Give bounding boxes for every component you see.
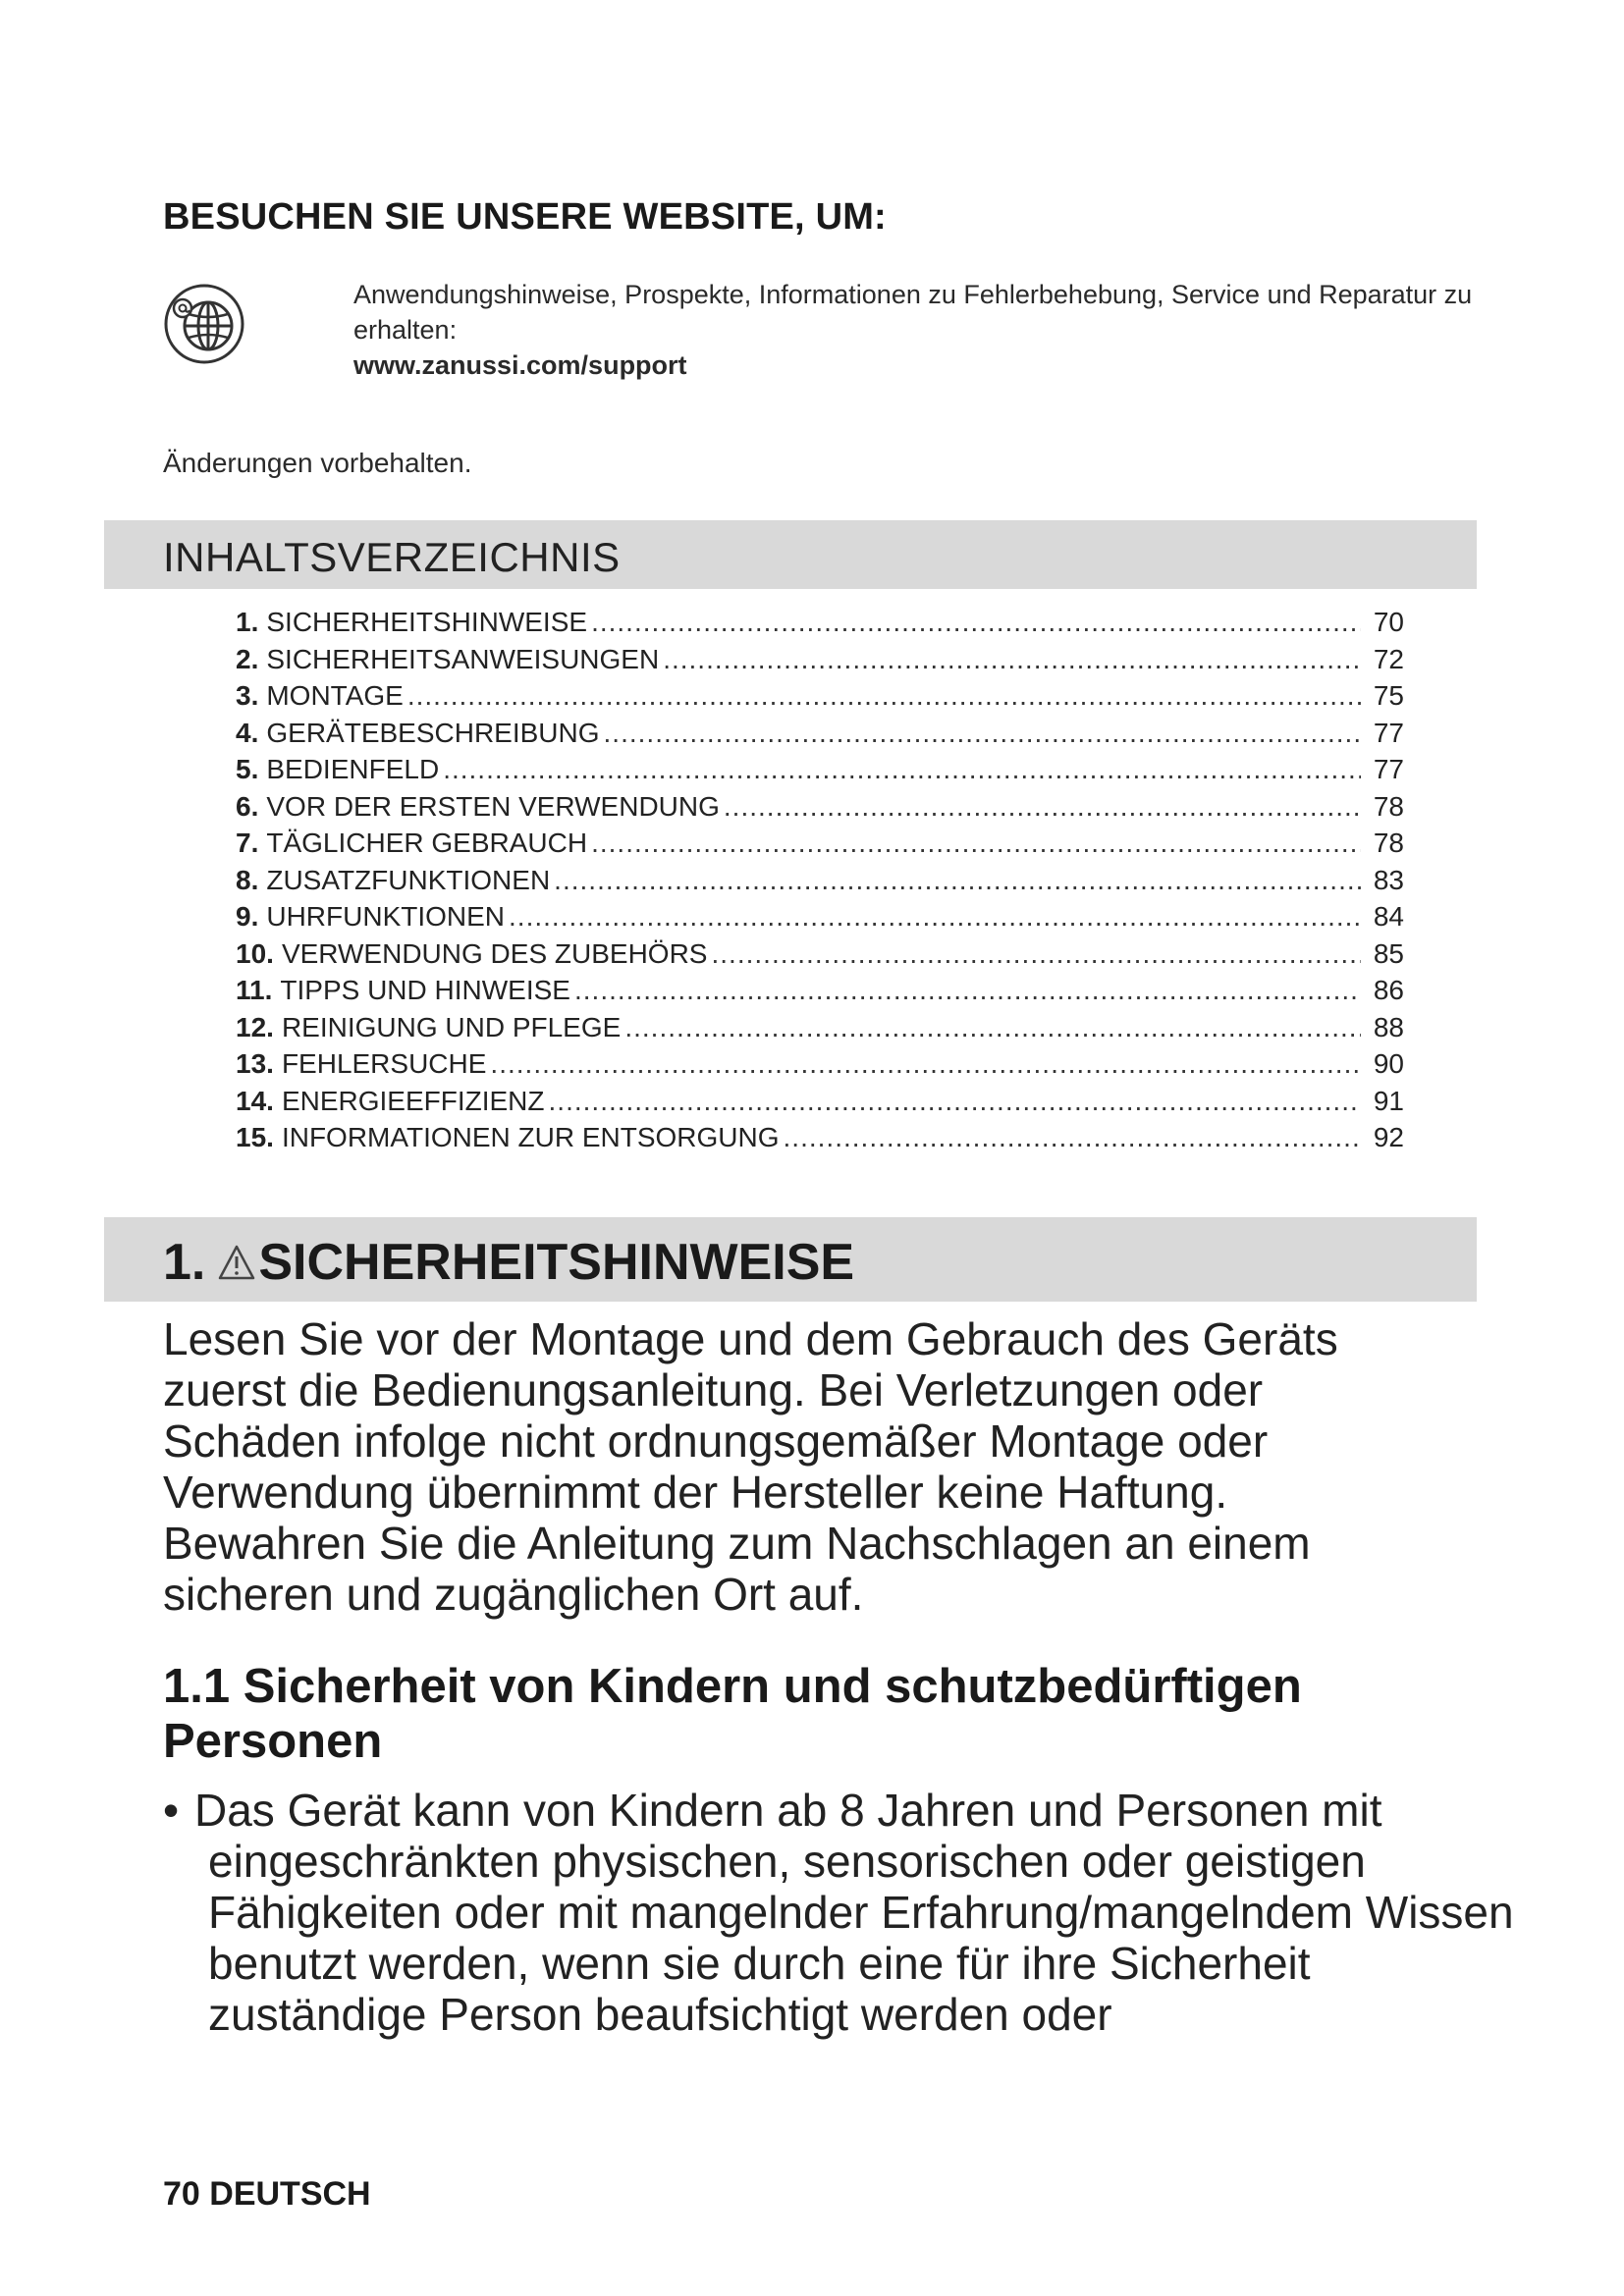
toc-entry-label: FEHLERSUCHE [281,1048,487,1079]
section-header-bar [104,1217,1477,1302]
toc-entry-number: 7. [236,828,259,858]
toc-entry[interactable] [236,1012,1404,1049]
toc-entry[interactable] [236,607,1404,644]
toc-list [236,607,1404,1159]
toc-leader-dots [724,791,1361,823]
toc-entry-page: 83 [1373,864,1404,895]
toc-entry[interactable] [236,754,1404,791]
toc-entry-label: ZUSATZFUNKTIONEN [266,864,551,895]
toc-entry[interactable] [236,1122,1404,1159]
website-description: Anwendungshinweise, Prospekte, Informationen zu Fehlerbehebung, Service und Reparatur zu erhalten: [353,280,1473,345]
toc-entry-page: 90 [1373,1048,1404,1079]
toc-entry-number: 12. [236,1011,274,1042]
toc-entry-number: 3. [236,680,259,711]
toc-entry-number: 5. [236,754,259,784]
toc-entry-number: 11. [236,975,273,1005]
toc-entry[interactable] [236,828,1404,865]
toc-entry-label: SICHERHEITSANWEISUNGEN [266,643,660,674]
toc-entry-label: VOR DER ERSTEN VERWENDUNG [266,790,720,822]
toc-entry-label: BEDIENFELD [266,754,440,784]
toc-entry-page: 75 [1373,680,1404,711]
section-number: 1. [163,1234,206,1291]
toc-entry-page: 86 [1373,975,1404,1005]
bullet-paragraph [163,1785,1514,2040]
toc-leader-dots [711,938,1361,970]
toc-entry-page: 84 [1373,901,1404,932]
toc-entry-number: 9. [236,901,259,932]
toc-entry-page: 92 [1373,1122,1404,1152]
toc-entry[interactable] [236,938,1404,976]
toc-entry-page: 70 [1373,607,1404,637]
toc-entry-label: TÄGLICHER GEBRAUCH [266,828,588,858]
warning-triangle-icon [217,1244,256,1281]
toc-entry-number: 6. [236,790,259,822]
safety-intro-paragraph: Lesen Sie vor der Montage und dem Gebrauch des Geräts zuerst die Bedienungsanleitung. Bei Verletzungen oder Schäden infolge nicht ordnungsgemäßer Montage oder Verwendung übernimmt der Hersteller keine Haftung. Bewahren Sie die Anleitung zum Nachschlagen an einem sicheren und zugänglichen Ort auf. [163,1313,1338,1620]
toc-leader-dots [591,828,1361,859]
page-footer: 70 DEUTSCH [163,2175,371,2213]
bullet-symbol: • [163,1785,180,1836]
section-title [163,1233,854,1292]
toc-entry-number: 1. [236,607,259,637]
toc-entry-label: VERWENDUNG DES ZUBEHÖRS [281,937,708,969]
toc-entry-label: REINIGUNG UND PFLEGE [281,1011,622,1042]
toc-title: INHALTSVERZEICHNIS [163,534,621,580]
bullet-text: Das Gerät kann von Kindern ab 8 Jahren und Personen mit eingeschränkten physischen, sensorischen oder geistigen Fähigkeiten oder mit mangelnder Erfahrung/mangelndem Wissen benutzt werden, wenn sie durch eine für ihre Sicherheit zuständige Person beaufsichtigt werden oder [194,1785,1514,2040]
toc-entry[interactable] [236,901,1404,938]
toc-leader-dots [784,1122,1361,1153]
toc-entry-number: 15. [236,1122,274,1152]
globe-at-icon [163,283,245,365]
toc-leader-dots [624,1012,1361,1043]
website-info [353,277,1473,383]
toc-entry-page: 78 [1373,790,1404,822]
toc-entry-label: ENERGIEEFFIZIENZ [281,1085,545,1116]
toc-entry-page: 85 [1373,937,1404,969]
toc-entry-page: 72 [1373,643,1404,674]
section-title-text: SICHERHEITSHINWEISE [258,1234,855,1291]
toc-leader-dots [604,718,1361,749]
changes-note: Änderungen vorbehalten. [163,448,472,478]
toc-entry-label: INFORMATIONEN ZUR ENTSORGUNG [281,1122,780,1152]
toc-entry-label: GERÄTEBESCHREIBUNG [266,717,600,748]
toc-entry-label: UHRFUNKTIONEN [266,901,506,932]
toc-entry-number: 2. [236,643,259,674]
toc-entry-number: 4. [236,717,259,748]
toc-entry-label: MONTAGE [266,680,404,711]
support-link[interactable]: www.zanussi.com/support [353,350,687,380]
toc-entry-page: 77 [1373,754,1404,784]
toc-leader-dots [663,644,1361,675]
toc-entry[interactable] [236,644,1404,681]
toc-header-bar [104,520,1477,589]
toc-leader-dots [591,607,1361,638]
toc-leader-dots [509,901,1361,933]
toc-entry[interactable] [236,791,1404,828]
toc-leader-dots [443,754,1361,785]
toc-leader-dots [407,680,1361,712]
toc-entry[interactable] [236,1048,1404,1086]
toc-entry[interactable] [236,718,1404,755]
toc-entry[interactable] [236,680,1404,718]
toc-entry-number: 10. [236,937,274,969]
toc-entry-page: 78 [1373,828,1404,858]
toc-entry[interactable] [236,865,1404,902]
toc-entry[interactable] [236,1086,1404,1123]
toc-entry-number: 8. [236,864,259,895]
toc-entry-page: 88 [1373,1011,1404,1042]
toc-entry-number: 13. [236,1048,274,1079]
toc-leader-dots [490,1048,1361,1080]
toc-entry-label: TIPPS UND HINWEISE [280,975,570,1005]
toc-leader-dots [554,865,1361,896]
toc-entry-page: 77 [1373,717,1404,748]
toc-entry-label: SICHERHEITSHINWEISE [266,607,588,637]
toc-leader-dots [549,1086,1361,1117]
toc-entry-number: 14. [236,1085,274,1116]
website-heading: BESUCHEN SIE UNSERE WEBSITE, UM: [163,196,887,238]
toc-entry-page: 91 [1373,1085,1404,1116]
subsection-heading: 1.1 Sicherheit von Kindern und schutzbedürftigen Personen [163,1660,1302,1768]
toc-entry[interactable] [236,975,1404,1012]
toc-leader-dots [574,975,1361,1006]
